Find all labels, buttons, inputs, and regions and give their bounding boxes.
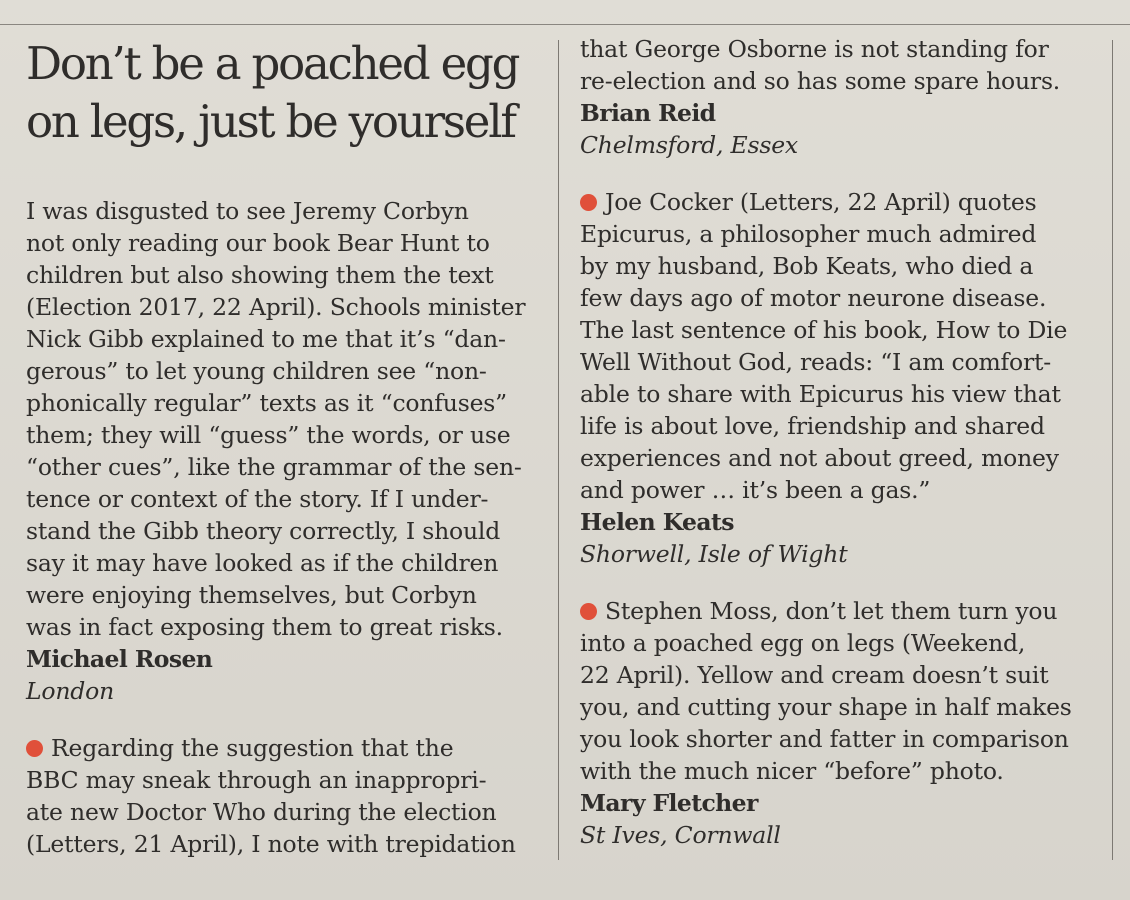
text-line: ate new Doctor Who during the election <box>26 798 497 826</box>
text-line: re-election and so has some spare hours. <box>580 67 1061 95</box>
text-line: you look shorter and fatter in comparison <box>580 725 1069 753</box>
headline <box>26 35 551 151</box>
text-line: tence or context of the story. If I under- <box>26 485 489 513</box>
letter-reid-start <box>26 732 551 860</box>
letter-location: St Ives, Cornwall <box>580 821 781 849</box>
text-line <box>580 595 1105 627</box>
text-line <box>26 732 551 764</box>
text-line: into a poached egg on legs (Weekend, <box>580 629 1026 657</box>
text-span: Joe Cocker (Letters, 22 April) quotes <box>605 188 1037 216</box>
text-line: The last sentence of his book, How to Die <box>580 316 1068 344</box>
letter-author: Helen Keats <box>580 508 734 536</box>
text-line: I was disgusted to see Jeremy Corbyn <box>26 197 469 225</box>
text-line: and power … it’s been a gas.” <box>580 476 931 504</box>
bullet-icon <box>580 603 597 620</box>
letter-keats <box>580 186 1105 570</box>
letter-rosen <box>26 195 551 707</box>
text-line: (Letters, 21 April), I note with trepidation <box>26 830 516 858</box>
letter-location: Chelmsford, Essex <box>580 131 798 159</box>
bullet-icon <box>580 194 597 211</box>
text-line <box>580 186 1105 218</box>
text-line: 22 April). Yellow and cream doesn’t suit <box>580 661 1049 689</box>
text-line: gerous” to let young children see “non- <box>26 357 487 385</box>
text-line: were enjoying themselves, but Corbyn <box>26 581 477 609</box>
column-divider-right <box>1112 40 1113 860</box>
text-line: few days ago of motor neurone disease. <box>580 284 1047 312</box>
text-line: you, and cutting your shape in half makes <box>580 693 1072 721</box>
right-column <box>580 33 1105 851</box>
text-span: Stephen Moss, don’t let them turn you <box>605 597 1058 625</box>
left-column <box>26 195 551 860</box>
text-line: was in fact exposing them to great risks. <box>26 613 503 641</box>
text-line: (Election 2017, 22 April). Schools minister <box>26 293 526 321</box>
letter-spacer <box>580 570 1105 595</box>
text-line: phonically regular” texts as it “confuses” <box>26 389 507 417</box>
headline-line: on legs, just be yourself <box>26 95 515 148</box>
text-line: with the much nicer “before” photo. <box>580 757 1004 785</box>
text-line: that George Osborne is not standing for <box>580 35 1049 63</box>
text-line: Well Without God, reads: “I am comfort- <box>580 348 1052 376</box>
headline-line: Don’t be a poached egg <box>26 37 519 90</box>
text-line: not only reading our book Bear Hunt to <box>26 229 490 257</box>
letter-spacer <box>580 161 1105 186</box>
letter-reid-end <box>580 33 1105 161</box>
text-line: them; they will “guess” the words, or use <box>26 421 511 449</box>
text-line: “other cues”, like the grammar of the sen- <box>26 453 522 481</box>
text-line: stand the Gibb theory correctly, I should <box>26 517 501 545</box>
text-line: by my husband, Bob Keats, who died a <box>580 252 1034 280</box>
letter-fletcher <box>580 595 1105 851</box>
text-line: BBC may sneak through an inappropri- <box>26 766 487 794</box>
column-divider <box>558 40 559 860</box>
letter-author: Michael Rosen <box>26 645 213 673</box>
text-line: able to share with Epicurus his view that <box>580 380 1061 408</box>
letter-author: Mary Fletcher <box>580 789 758 817</box>
letter-spacer <box>26 707 551 732</box>
bullet-icon <box>26 740 43 757</box>
text-line: Epicurus, a philosopher much admired <box>580 220 1037 248</box>
letter-author: Brian Reid <box>580 99 716 127</box>
top-rule <box>0 24 1130 25</box>
text-line: children but also showing them the text <box>26 261 494 289</box>
text-line: say it may have looked as if the children <box>26 549 499 577</box>
text-line: experiences and not about greed, money <box>580 444 1059 472</box>
letter-location: London <box>26 677 115 705</box>
text-line: Nick Gibb explained to me that it’s “dan- <box>26 325 506 353</box>
letter-location: Shorwell, Isle of Wight <box>580 540 848 568</box>
text-span: Regarding the suggestion that the <box>51 734 454 762</box>
text-line: life is about love, friendship and shared <box>580 412 1045 440</box>
